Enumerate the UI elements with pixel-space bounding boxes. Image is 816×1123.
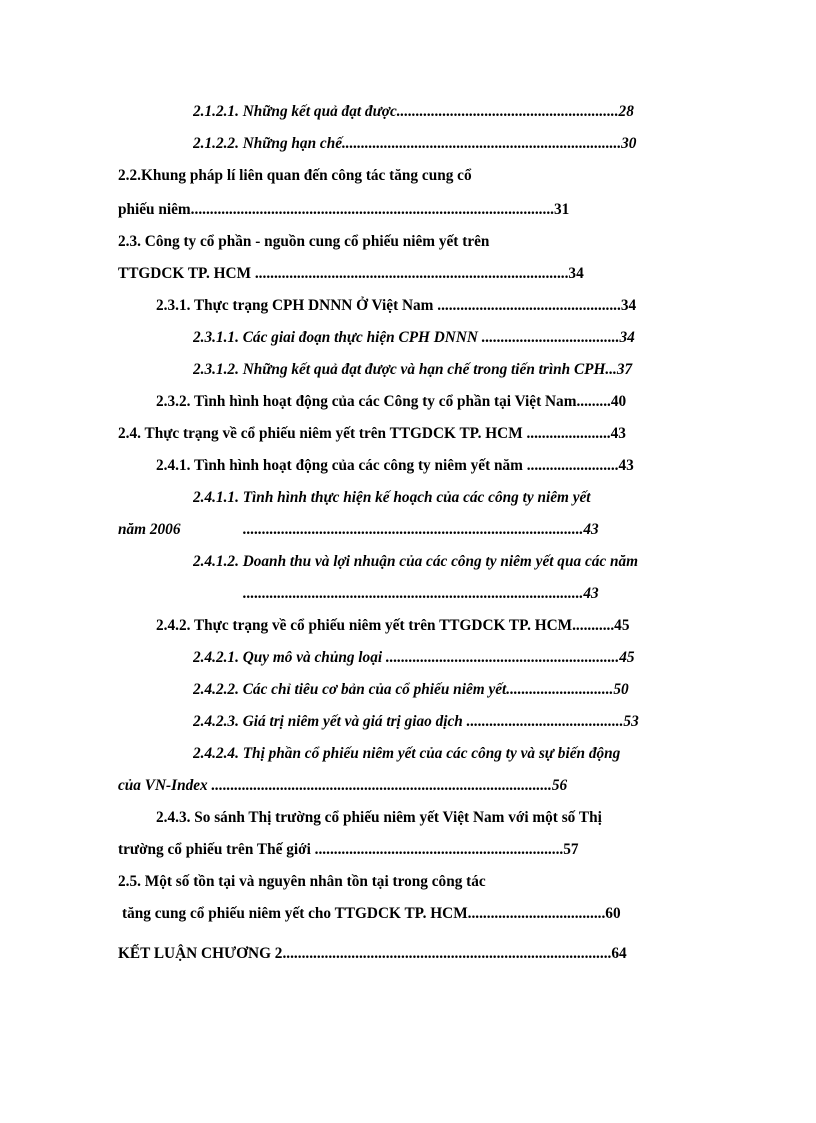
toc-entry-2-4[interactable]: 2.4. Thực trạng về cổ phiếu niêm yết trên TTGDCK TP. HCM ......................43 (118, 425, 626, 442)
toc-entry-2-5-line1[interactable]: 2.5. Một số tồn tại và nguyên nhân tồn tại trong công tác (118, 873, 486, 890)
toc-entry-2-1-2-1[interactable]: 2.1.2.1. Những kết quả đạt được..........................................................28 (193, 103, 634, 120)
toc-entry-2-3-line2[interactable]: TTGDCK TP. HCM ..................................................................................34 (118, 265, 584, 282)
toc-entry-2-4-1-2-line2[interactable]: .........................................................................................43 (243, 585, 599, 602)
toc-entry-ket-luan-chuong-2[interactable]: KẾT LUẬN CHƯƠNG 2......................................................................................64 (118, 945, 627, 962)
toc-entry-2-3-1-1[interactable]: 2.3.1.1. Các giai đoạn thực hiện CPH DNNN ....................................34 (193, 329, 635, 346)
toc-entry-2-1-2-2[interactable]: 2.1.2.2. Những hạn chế.........................................................................30 (193, 135, 637, 152)
toc-entry-2-4-2-4-line2[interactable]: của VN-Index .........................................................................................56 (118, 777, 568, 794)
toc-entry-2-4-1-2-line1[interactable]: 2.4.1.2. Doanh thu và lợi nhuận của các công ty niêm yết qua các năm (193, 553, 639, 570)
toc-entry-2-3-line1[interactable]: 2.3. Công ty cổ phần - nguồn cung cổ phiếu niêm yết trên (118, 233, 490, 250)
toc-entry-2-2-line1[interactable]: 2.2.Khung pháp lí liên quan đến công tác tăng cung cổ (118, 167, 472, 184)
toc-entry-2-3-1-2[interactable]: 2.3.1.2. Những kết quả đạt được và hạn chế trong tiến trình CPH...37 (193, 361, 633, 378)
toc-entry-2-4-2-4-line1[interactable]: 2.4.2.4. Thị phần cổ phiếu niêm yết của các công ty và sự biến động (193, 745, 621, 762)
toc-entry-2-4-1-1-line1[interactable]: 2.4.1.1. Tình hình thực hiện kế hoạch của các công ty niêm yết (193, 489, 591, 506)
toc-entry-2-4-3-line1[interactable]: 2.4.3. So sánh Thị trường cổ phiếu niêm yết Việt Nam với một số Thị (156, 809, 602, 826)
toc-entry-2-4-2[interactable]: 2.4.2. Thực trạng về cổ phiếu niêm yết trên TTGDCK TP. HCM...........45 (156, 617, 630, 634)
toc-entry-2-4-2-3[interactable]: 2.4.2.3. Giá trị niêm yết và giá trị giao dịch .........................................53 (193, 713, 639, 730)
toc-entry-2-4-3-line2[interactable]: trường cổ phiếu trên Thế giới .................................................................57 (118, 841, 579, 858)
toc-entry-2-4-1[interactable]: 2.4.1. Tình hình hoạt động của các công ty niêm yết năm ........................43 (156, 457, 634, 474)
toc-entry-2-3-2[interactable]: 2.3.2. Tình hình hoạt động của các Công ty cổ phần tại Việt Nam.........40 (156, 393, 627, 410)
toc-entry-2-4-1-1-line2-leader[interactable]: .........................................................................................43 (243, 521, 599, 538)
toc-entry-2-5-line2[interactable]: tăng cung cổ phiếu niêm yết cho TTGDCK TP. HCM....................................60 (122, 905, 621, 922)
toc-entry-2-4-2-1[interactable]: 2.4.2.1. Quy mô và chủng loại .............................................................45 (193, 649, 635, 666)
toc-entry-2-2-line2[interactable]: phiếu niêm...............................................................................................31 (118, 201, 570, 218)
toc-entry-2-4-2-2[interactable]: 2.4.2.2. Các chỉ tiêu cơ bản của cổ phiếu niêm yết............................50 (193, 681, 629, 698)
toc-entry-2-3-1[interactable]: 2.3.1. Thực trạng CPH DNNN Ở Việt Nam ................................................34 (156, 297, 637, 314)
toc-entry-2-4-1-1-line2-label[interactable]: năm 2006 (118, 521, 181, 538)
